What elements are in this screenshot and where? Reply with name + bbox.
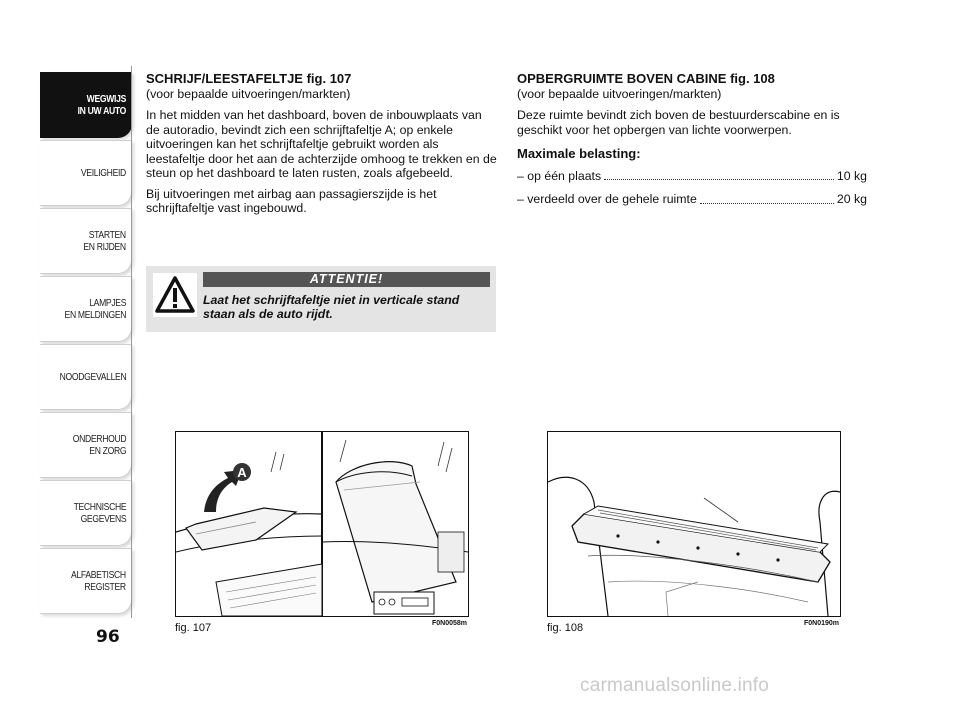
tab-wegwijs[interactable] (40, 72, 132, 138)
paragraph: Bij uitvoeringen met airbag aan passagierszijde is het schrijftafeltje vast ingebouwd. (146, 186, 437, 215)
tab-label: ONDERHOUD EN ZORG (72, 433, 126, 457)
figure-107 (175, 431, 469, 617)
figure-108 (547, 431, 841, 617)
section-subheading: (voor bepaalde uitvoeringen/markten) (146, 86, 351, 101)
figure-107-caption: fig. 107 (175, 622, 212, 634)
load-item-label: – verdeeld over de gehele ruimte (517, 192, 697, 206)
load-item-value: 20 kg (836, 192, 867, 206)
dashboard-illustration (176, 432, 468, 616)
sidebar-divider (131, 66, 132, 618)
marker-a: A (237, 465, 247, 480)
tab-label: LAMPJES EN MELDINGEN (64, 297, 126, 321)
paragraph: In het midden van het dashboard, boven de inbouwplaats van de autoradio, bevindt zich een schrijftafeltje A; op enkele uitvoeringen kan het schrijftafeltje gebruikt worden als leestafeltje door het aan de achterzijde omhoog te trekken en de steun op het dashboard te laten rusten, zoals afgebeeld. (146, 108, 497, 180)
tab-onderhoud[interactable] (40, 412, 132, 478)
load-item (517, 169, 867, 184)
left-column (146, 72, 498, 222)
warning-title: ATTENTIE! (203, 272, 490, 287)
figure-108-code: F0N0190m (804, 620, 840, 627)
tab-label: STARTEN EN RIJDEN (83, 229, 126, 253)
load-item (517, 192, 867, 207)
section-heading: OPBERGRUIMTE BOVEN CABINE fig. 108 (517, 71, 775, 86)
load-title: Maximale belasting: (517, 146, 641, 161)
tab-label: NOODGEVALLEN (59, 371, 126, 383)
figure-107-code: F0N0058m (432, 620, 468, 627)
figure-108-caption: fig. 108 (547, 622, 584, 634)
load-item-value: 10 kg (836, 168, 867, 183)
page-number: 96 (96, 627, 120, 647)
tab-starten[interactable] (40, 208, 132, 274)
cabin-storage-illustration (548, 432, 840, 616)
tab-label: WEGWIJS IN UW AUTO (77, 93, 126, 117)
warning-box (146, 266, 496, 332)
tab-noodgevallen[interactable] (40, 344, 132, 410)
section-heading: SCHRIJF/LEESTAFELTJE fig. 107 (146, 71, 352, 86)
tab-veiligheid[interactable] (40, 140, 132, 206)
right-column (517, 72, 867, 216)
tab-label: TECHNISCHE GEGEVENS (73, 501, 126, 525)
tab-technische[interactable] (40, 480, 132, 546)
paragraph: Deze ruimte bevindt zich boven de bestuurderscabine en is geschikt voor het opbergen van lichte voorwerpen. (517, 108, 840, 137)
tab-alfabetisch[interactable] (40, 548, 132, 614)
load-item-label: – op één plaats (517, 168, 602, 183)
warning-text: Laat het schrijftafeltje niet in verticale stand staan als de auto rijdt. (203, 293, 460, 321)
watermark: carmanualsonline.info (580, 675, 770, 696)
warning-icon (153, 273, 197, 317)
tab-label: VEILIGHEID (80, 167, 126, 179)
section-subheading: (voor bepaalde uitvoeringen/markten) (517, 86, 722, 101)
tab-lampjes[interactable] (40, 276, 132, 342)
tab-label: ALFABETISCH REGISTER (71, 569, 126, 593)
